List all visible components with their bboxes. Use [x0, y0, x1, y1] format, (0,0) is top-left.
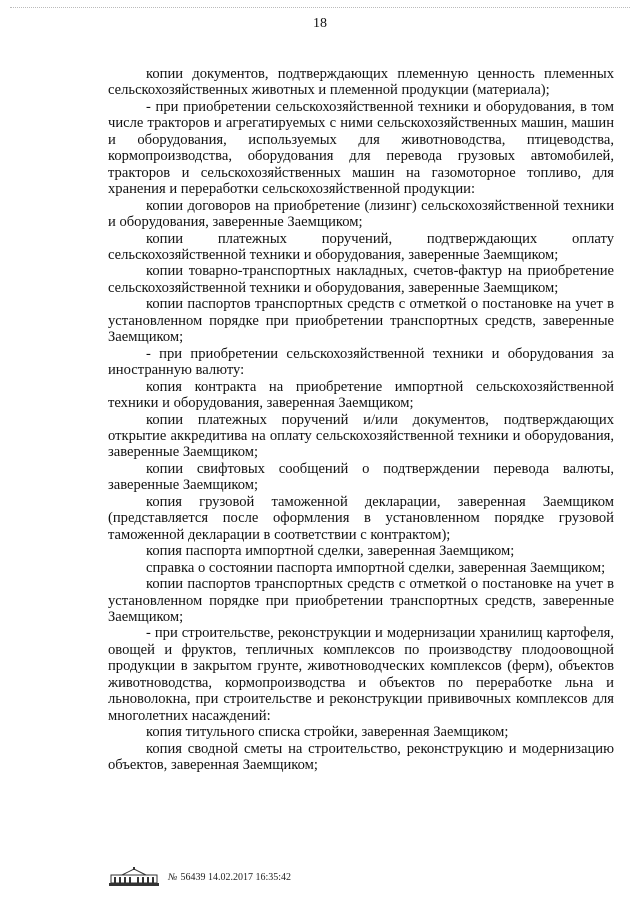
- paragraph: копия грузовой таможенной декларации, заверенная Заемщиком (представляется после оформления в установленном порядке грузовой таможенной декларации в соответствии с контрактом);: [108, 493, 614, 543]
- footer-stamp: [108, 866, 291, 888]
- document-body: [108, 66, 614, 773]
- paragraph: копии паспортов транспортных средств с отметкой о постановке на учет в установленном порядке при приобретении транспортных средств, заверенные Заемщиком;: [108, 296, 614, 346]
- paragraph: - при приобретении сельскохозяйственной техники и оборудования, в том числе тракторов и агрегатируемых с ними сельскохозяйственных машин, машин и оборудования, используемых для животноводства, птицеводства, кормопроизводства, оборудования для перевода грузовых автомобилей, тракторов и сельскохозяйственных машин на газомоторное топливо, для хранения и переработки сельскохозяйственной продукции:: [108, 98, 614, 198]
- number-sign: №: [168, 871, 178, 883]
- paragraph: копии паспортов транспортных средств с отметкой о постановке на учет в установленном порядке при приобретении транспортных средств, заверенные Заемщиком;: [108, 576, 614, 625]
- building-emblem-icon: [108, 867, 160, 887]
- paragraph: копии платежных поручений, подтверждающих оплату сельскохозяйственной техники и оборудования, заверенные Заемщиком;: [108, 230, 614, 263]
- paragraph: копия титульного списка стройки, заверенная Заемщиком;: [146, 724, 509, 741]
- paragraph: копия паспорта импортной сделки, заверенная Заемщиком;: [146, 543, 515, 560]
- doc-number: 56439: [180, 871, 206, 883]
- paragraph: - при приобретении сельскохозяйственной техники и оборудования за иностранную валюту:: [108, 345, 614, 379]
- paragraph: копии свифтовых сообщений о подтверждении перевода валюты, заверенные Заемщиком;: [108, 460, 614, 494]
- paragraph: - при строительстве, реконструкции и модернизации хранилищ картофеля, овощей и фруктов, тепличных комплексов по производству плодоовощной продукции в закрытом грунте, животноводческих комплексов (ферм), объектов животноводства, кормопроизводства и объектов по переработке льна и льноволокна, при строительстве и реконструкции прививочных комплексов для многолетних насаждений:: [108, 625, 614, 724]
- paragraph: справка о состоянии паспорта импортной сделки, заверенная Заемщиком;: [146, 559, 606, 576]
- paragraph: копия контракта на приобретение импортной сельскохозяйственной техники и оборудования, заверенная Заемщиком;: [108, 378, 614, 412]
- doc-datetime: 14.02.2017 16:35:42: [207, 871, 291, 883]
- paragraph: копия сводной сметы на строительство, реконструкцию и модернизацию объектов, заверенная Заемщиком;: [108, 740, 614, 774]
- top-scan-rule: [10, 7, 630, 8]
- page-number: 18: [313, 16, 327, 31]
- paragraph: копии платежных поручений и/или документов, подтверждающих открытие аккредитива на оплату сельскохозяйственной техники и оборудования, заверенные Заемщиком;: [108, 411, 614, 461]
- stamp-text: [168, 872, 291, 883]
- paragraph: копии товарно-транспортных накладных, счетов-фактур на приобретение сельскохозяйственной техники и оборудования, заверенные Заемщиком;: [108, 263, 614, 296]
- paragraph: копии договоров на приобретение (лизинг) сельскохозяйственной техники и оборудования, заверенные Заемщиком;: [108, 197, 614, 231]
- paragraph: копии документов, подтверждающих племенную ценность племенных сельскохозяйственных животных и племенной продукции (материала);: [108, 66, 614, 99]
